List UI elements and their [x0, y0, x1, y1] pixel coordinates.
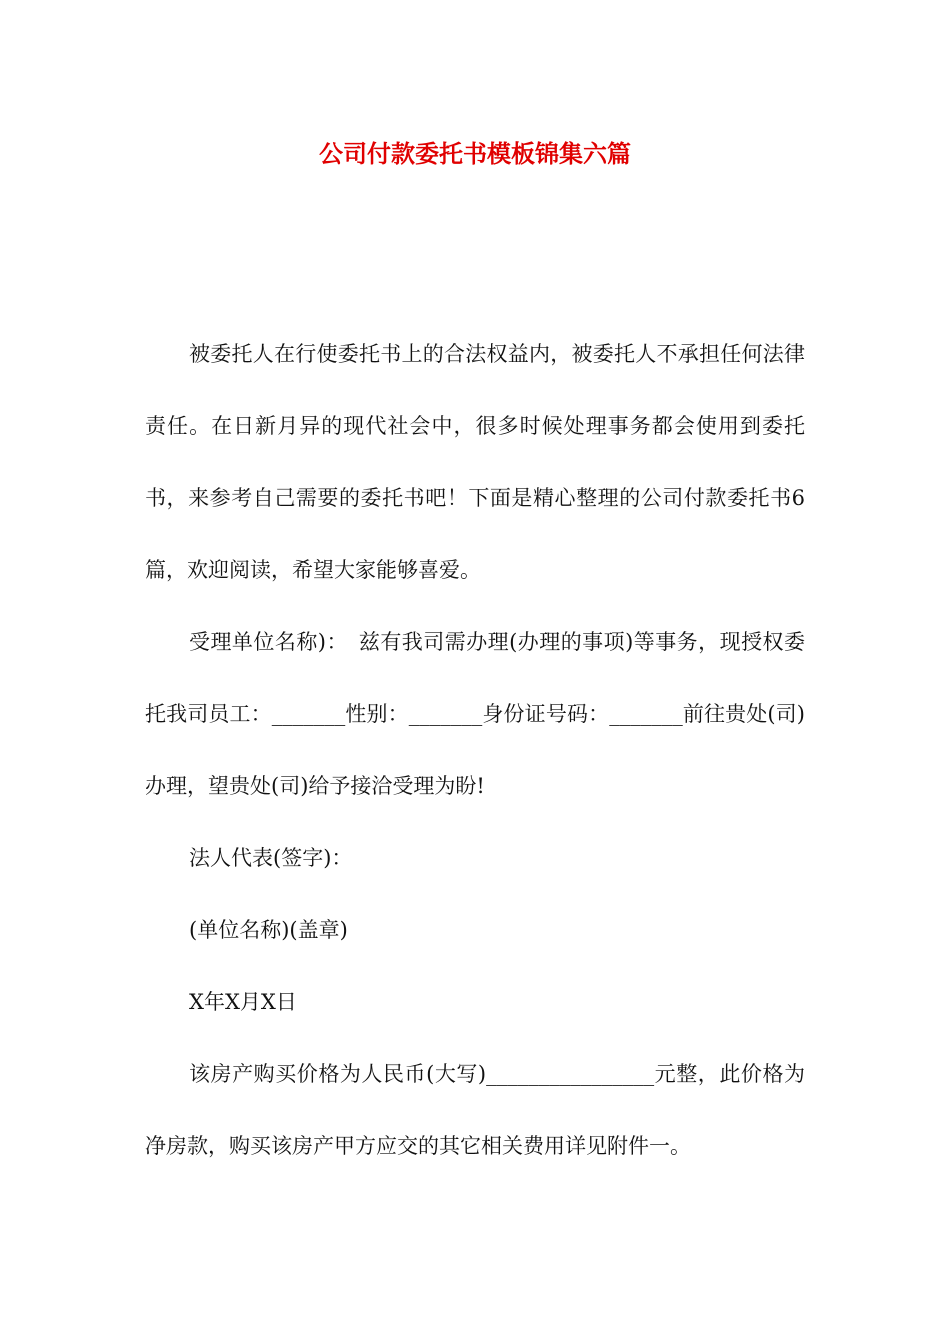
price-paragraph: 该房产购买价格为人民币(大写)________________元整，此价格为净房款，购买该房产甲方应交的其它相关费用详见附件一。: [145, 1062, 805, 1158]
authorization-paragraph: 受理单位名称)： 兹有我司需办理(办理的事项)等事务，现授权委托我司员工：_______性别：_______身份证号码：_______前往贵处(司)办理，望贵处(司)给予接洽受理为盼!: [145, 630, 805, 798]
unit-seal-line: (单位名称)(盖章): [189, 918, 348, 942]
document-body: [145, 318, 805, 1182]
date-line: X年X月X日: [189, 990, 297, 1014]
document-title: 公司付款委托书模板锦集六篇: [319, 140, 631, 168]
intro-paragraph: 被委托人在行使委托书上的合法权益内，被委托人不承担任何法律责任。在日新月异的现代社会中，很多时候处理事务都会使用到委托书，来参考自己需要的委托书吧！下面是精心整理的公司付款委托书6篇，欢迎阅读，希望大家能够喜爱。: [145, 342, 805, 582]
legal-representative-signature-line: 法人代表(签字)：: [189, 846, 353, 870]
